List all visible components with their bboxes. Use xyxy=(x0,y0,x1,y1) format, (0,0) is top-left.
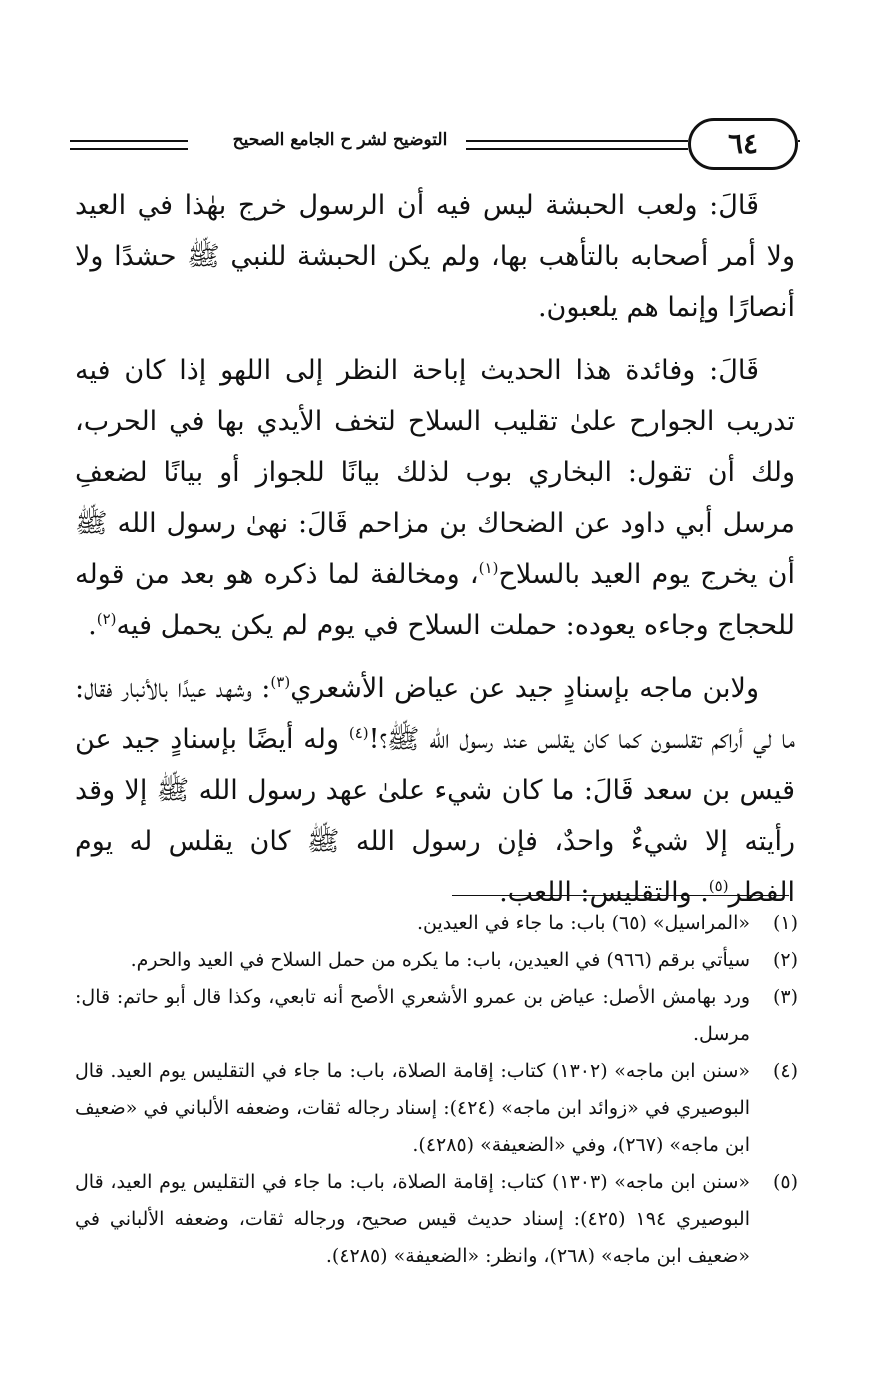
footnote-number: (٥) xyxy=(772,1171,798,1193)
footnote-5 xyxy=(75,1164,798,1275)
main-text xyxy=(75,180,795,930)
page-number: ٦٤ xyxy=(688,118,798,170)
footnote-1 xyxy=(75,905,798,942)
footnote-text: «المراسيل» (٦٥) باب: ما جاء في العيدين. xyxy=(416,912,750,934)
paragraph-2-text-b: ، ومخالفة لما ذكره هو بعد من قوله للحجاج وجاءه يعوده: حملت السلاح في يوم لم يكن يحمل فيه xyxy=(75,559,795,641)
footnote-3 xyxy=(75,979,798,1053)
footnote-text: «سنن ابن ماجه» (١٣٠٣) كتاب: إقامة الصلاة، باب: ما جاء في التقليس يوم العيد، قال البوصيري ١٩٤ (٤٢٥): إسناد حديث قيس صحيح، ورجاله ثقات، وضعفه الألباني في «ضعيف ابن ماجه» (٢٦٨)، وانظر: «الضعيفة» (٤٢٨٥). xyxy=(75,1171,750,1267)
footnote-separator xyxy=(452,895,789,896)
paragraph-3-text-a: ولابن ماجه بإسنادٍ جيد عن عياض الأشعري xyxy=(290,673,759,704)
footnotes xyxy=(75,905,798,1275)
header-rule-left-2 xyxy=(70,148,188,150)
header-rule-right-2 xyxy=(466,148,688,150)
book-title: التوضيح لشر ح الجامع الصحيح xyxy=(232,130,448,150)
footnote-number: (١) xyxy=(772,912,798,934)
footnote-ref-2: (٢) xyxy=(96,610,117,628)
paragraph-1 xyxy=(75,180,795,333)
footnote-text: «سنن ابن ماجه» (١٣٠٢) كتاب: إقامة الصلاة، باب: ما جاء في التقليس يوم العيد. قال البوصيري في «زوائد ابن ماجه» (٤٢٤): إسناد رجاله ثقات، وضعفه الألباني في «ضعيف ابن ماجه» (٢٦٧)، وفي «الضعيفة» (٤٢٨٥). xyxy=(75,1060,751,1156)
footnote-number: (٣) xyxy=(772,986,798,1008)
footnote-text: سيأتي برقم (٩٦٦) في العيدين، باب: ما يكره من حمل السلاح في العيد والحرم. xyxy=(130,949,750,971)
paragraph-3 xyxy=(75,663,795,918)
paragraph-2-text-c: . xyxy=(88,610,97,641)
paragraph-3-text-b: : وشهد عيدًا بالأنبار فقال: ما لي أراكم تقلسون كما كان يقلس عند رسول الله ﷺ؟! xyxy=(75,673,795,755)
paragraph-1-text: قَالَ: ولعب الحبشة ليس فيه أن الرسول خرج بهٰذا في العيد ولا أمر أصحابه بالتأهب بها، ولم يكن الحبشة للنبي ﷺ حشدًا ولا أنصارًا وإنما هم يلعبون. xyxy=(75,190,795,323)
footnote-number: (٤) xyxy=(772,1060,798,1082)
footnote-2 xyxy=(75,942,798,979)
paragraph-3-text-c: وله أيضًا بإسنادٍ جيد عن قيس بن سعد قَالَ: ما كان شيء علىٰ عهد رسول الله ﷺ إلا وقد رأيته إلا شيءٌ واحدٌ، فإن رسول الله ﷺ كان يقلس له يوم الفطر xyxy=(75,724,795,908)
footnote-text: ورد بهامش الأصل: عياض بن عمرو الأشعري الأصح أنه تابعي، وكذا قال أبو حاتم: قال: مرسل. xyxy=(75,986,751,1045)
header-rule-right xyxy=(466,140,688,142)
header-rule-left xyxy=(70,140,188,142)
paragraph-2-text-a: قَالَ: وفائدة هذا الحديث إباحة النظر إلى اللهو إذا كان فيه تدريب الجوارح علىٰ تقليب السلاح لتخف الأيدي بها في الحرب، ولك أن تقول: البخاري بوب لذلك بيانًا للجواز أو بيانًا لضعفِ مرسل أبي داود عن الضحاك بن مزاحم قَالَ: نهىٰ رسول الله ﷺ أن يخرج يوم العيد بالسلاح xyxy=(75,355,796,590)
paragraph-3-text-d: . والتقليس: اللعب. xyxy=(499,877,709,908)
paragraph-2 xyxy=(75,345,795,651)
footnote-ref-4: (٤) xyxy=(348,724,369,742)
footnote-ref-3: (٣) xyxy=(270,673,291,691)
page-header xyxy=(70,118,800,178)
footnote-number: (٢) xyxy=(772,949,798,971)
footnote-ref-5: (٥) xyxy=(708,877,729,895)
footnote-ref-1: (١) xyxy=(478,559,499,577)
header-rule-end xyxy=(798,140,800,142)
footnote-4 xyxy=(75,1053,798,1164)
